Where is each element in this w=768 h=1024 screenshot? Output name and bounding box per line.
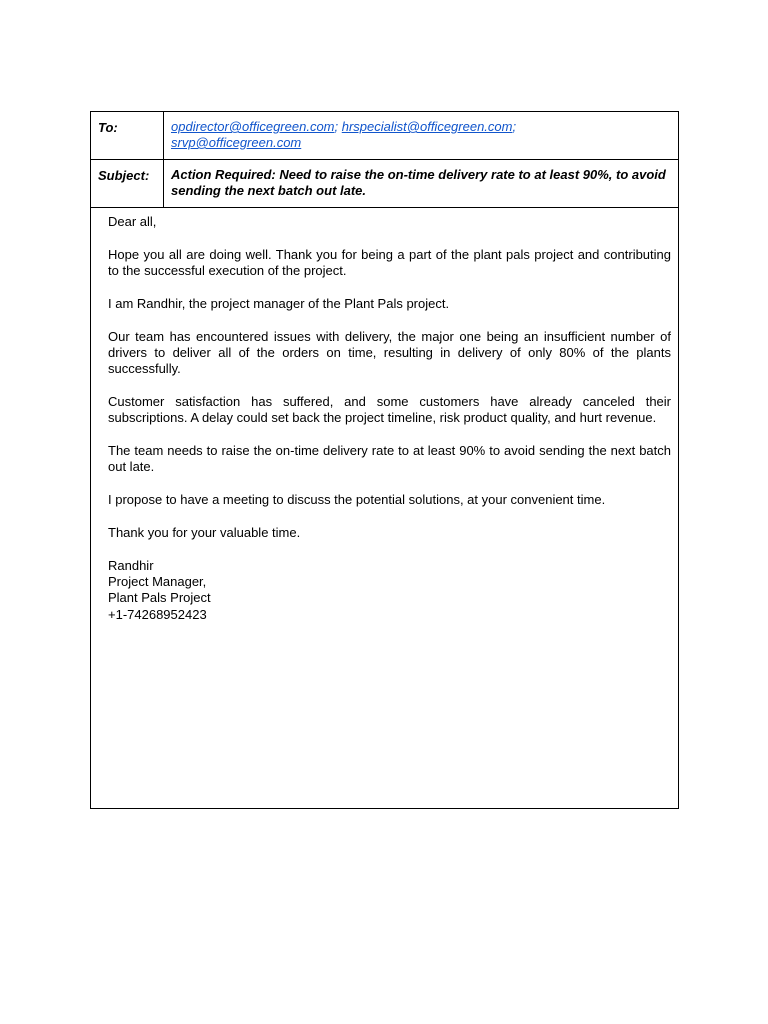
recipient-link[interactable]: srvp@officegreen.com [171, 135, 302, 150]
greeting: Dear all, [108, 214, 157, 229]
body-paragraph: Hope you all are doing well. Thank you for being a part of the plant pals project and contributing to the successful execution of the project. [108, 246, 671, 279]
signature [108, 558, 671, 623]
to-row [91, 112, 678, 160]
body-paragraph: I propose to have a meeting to discuss the potential solutions, at your convenient time. [108, 492, 606, 508]
signature-title: Project Manager, [108, 574, 207, 590]
email-body [91, 208, 678, 808]
email-draft [90, 111, 679, 809]
recipient-link[interactable]: opdirector@officegreen.com [171, 119, 335, 134]
body-paragraph: Our team has encountered issues with delivery, the major one being an insufficient number of drivers to deliver all of the orders on time, resulting in delivery of only 80% of the plants successfully. [108, 328, 671, 377]
body-paragraph: Thank you for your valuable time. [108, 525, 301, 541]
recipient-link[interactable]: hrspecialist@officegreen.com [341, 119, 513, 134]
body-paragraph: The team needs to raise the on-time delivery rate to at least 90% to avoid sending the next batch out late. [108, 443, 671, 475]
to-recipients [164, 112, 678, 159]
signature-phone: +1-74268952423 [108, 606, 207, 622]
recipient-separator: ; [334, 119, 339, 134]
signature-project: Plant Pals Project [108, 590, 211, 606]
subject-value [164, 160, 678, 207]
to-label: To: [91, 112, 164, 159]
body-paragraph: Customer satisfaction has suffered, and some customers have already canceled their subscriptions. A delay could set back the project timeline, risk product quality, and hurt revenue. [108, 394, 671, 426]
recipient-separator: ; [512, 119, 517, 134]
subject-label: Subject: [91, 160, 164, 207]
subject-text: Action Required: Need to raise the on-time delivery rate to at least 90%, to avoid sending the next batch out late. [171, 167, 666, 198]
subject-row [91, 160, 678, 208]
signature-name: Randhir [108, 557, 154, 573]
body-paragraph: I am Randhir, the project manager of the Plant Pals project. [108, 295, 450, 311]
